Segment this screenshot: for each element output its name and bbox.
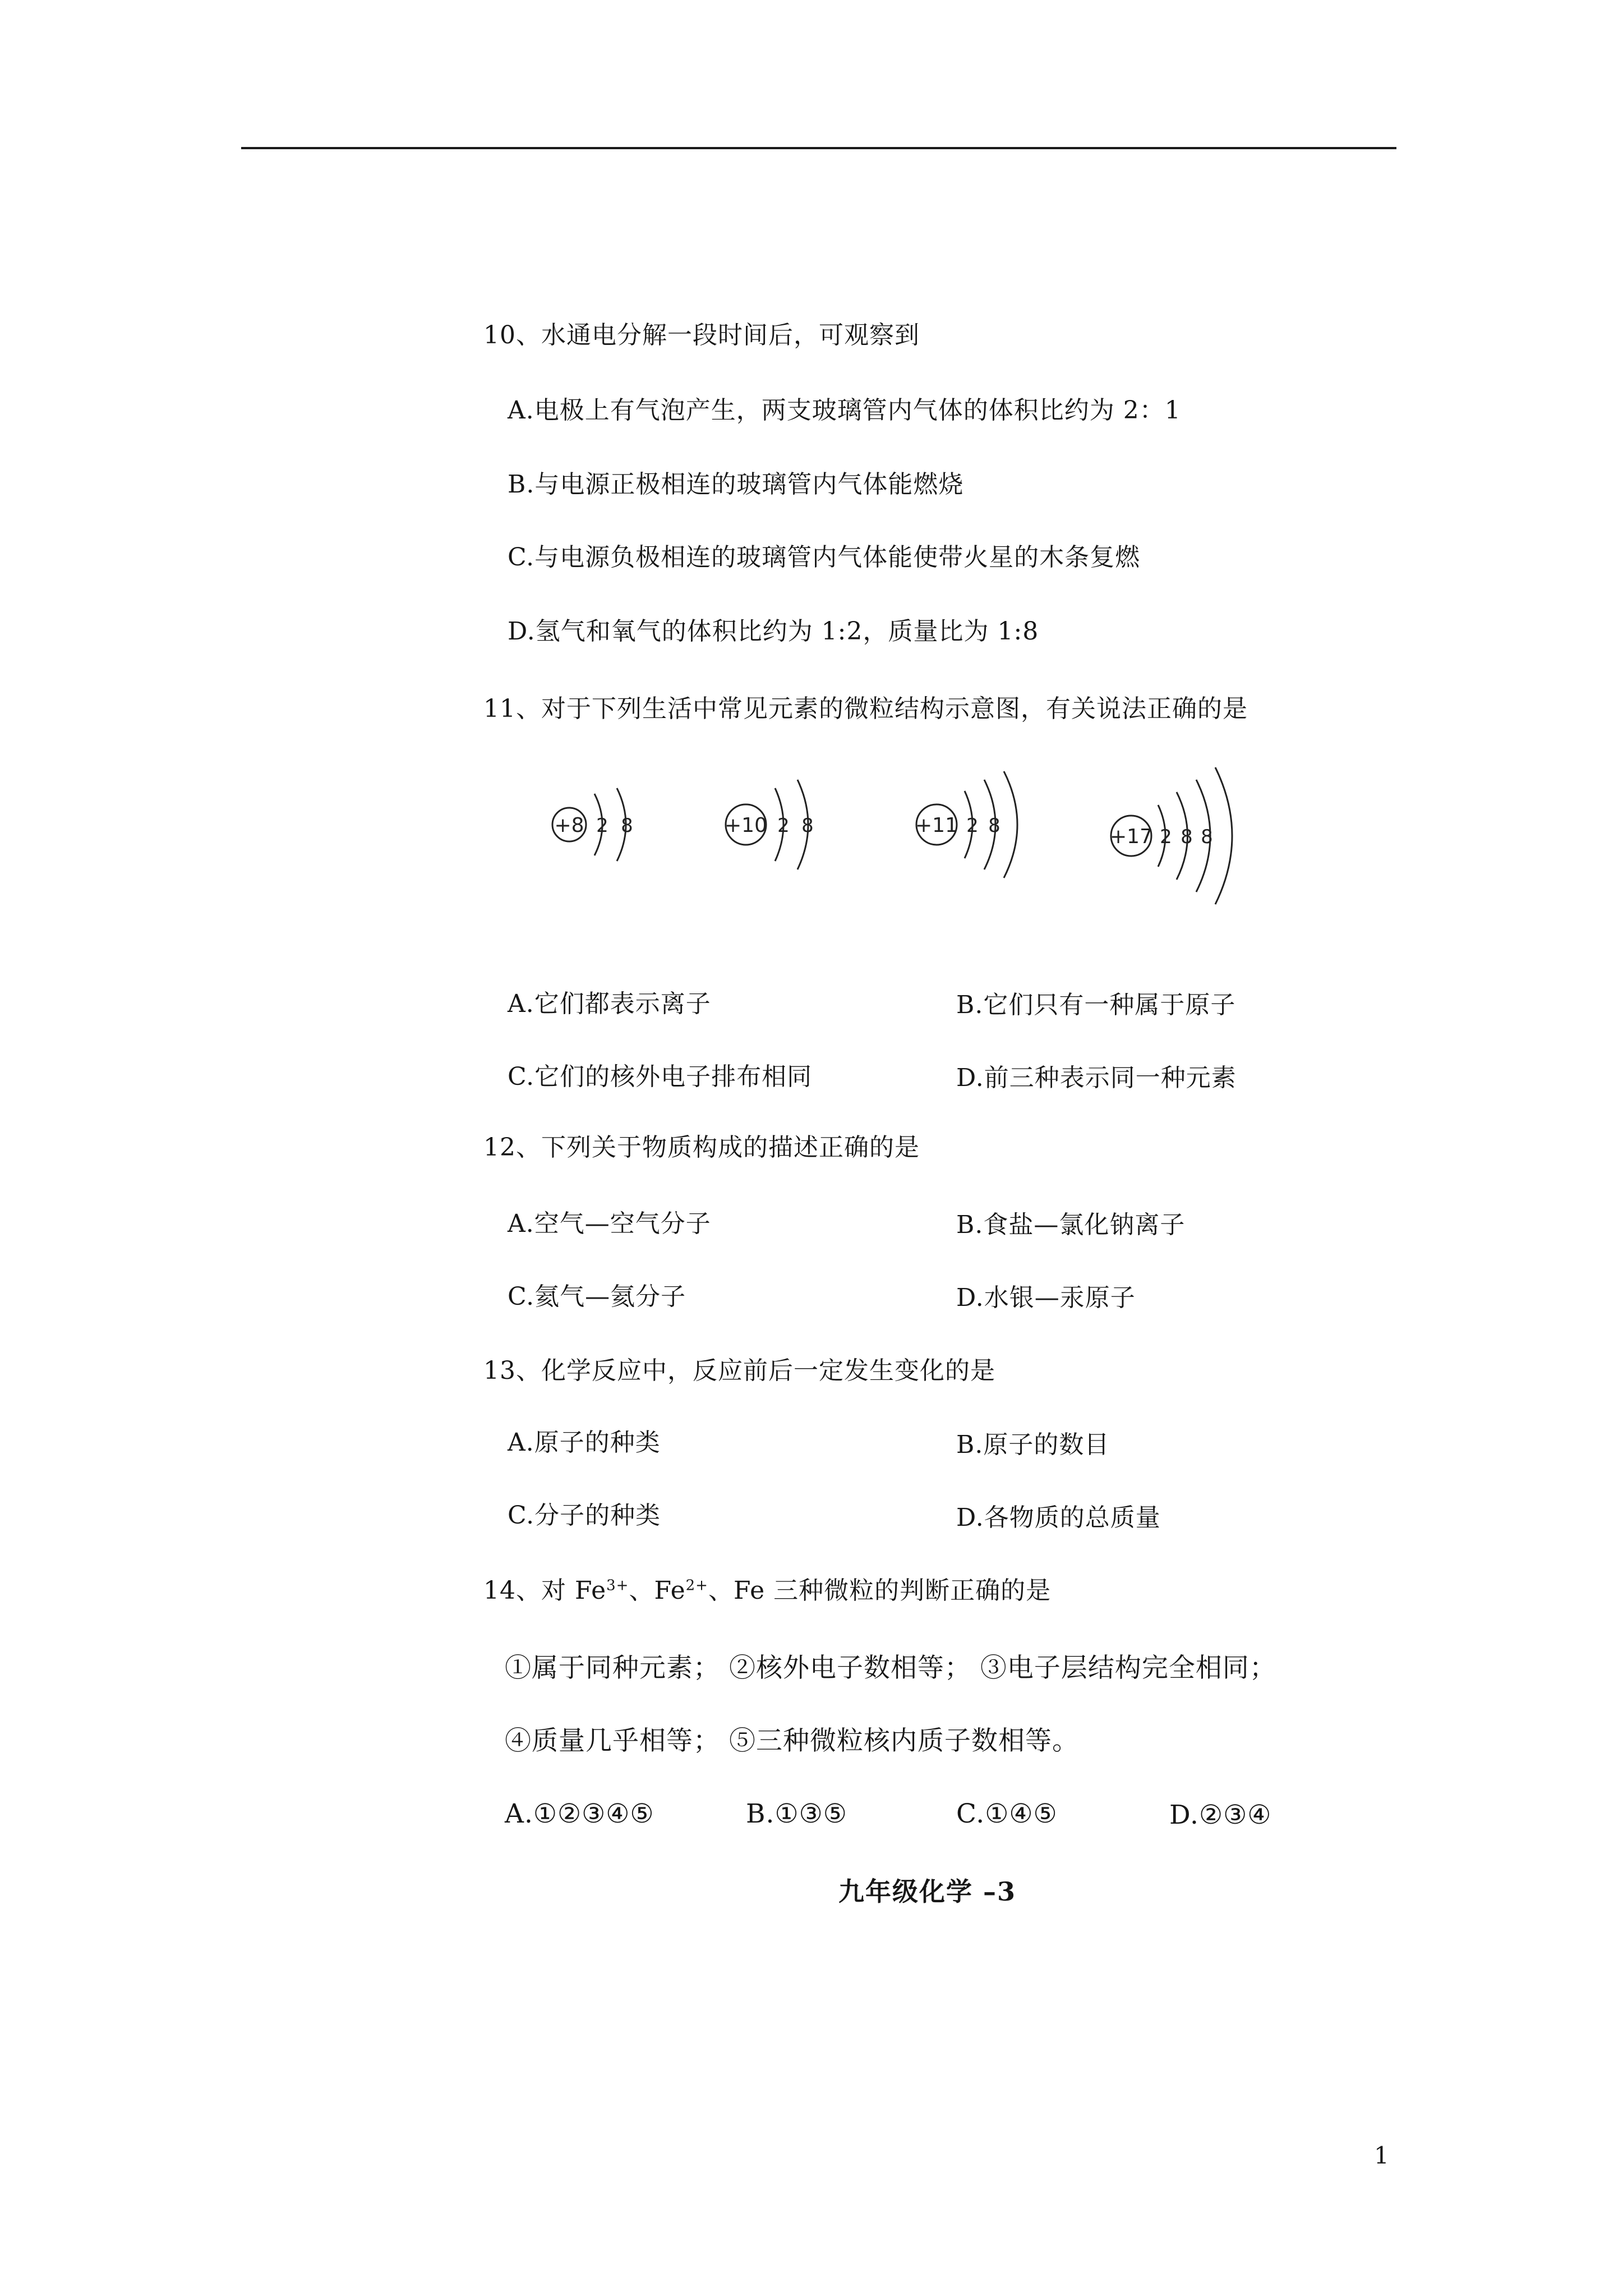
shell-electrons: 8 (621, 815, 633, 837)
q10-option-a: A.电极上有气泡产生，两支玻璃管内气体的体积比约为 2：1 (508, 396, 1181, 425)
particle-diagram-4 (1096, 752, 1253, 922)
shell-electrons: 2 (966, 815, 979, 837)
q13-option-c: C.分子的种类 (508, 1501, 661, 1530)
nucleus-label: +8 (554, 814, 584, 837)
q13-stem: 13、化学反应中，反应前后一定发生变化的是 (483, 1356, 995, 1385)
q11-option-b: B.它们只有一种属于原子 (956, 991, 1236, 1019)
q10-option-b: B.与电源正极相连的玻璃管内气体能燃烧 (508, 470, 964, 499)
q12-option-d: D.水银—汞原子 (956, 1283, 1136, 1312)
q13-option-a: A.原子的种类 (508, 1428, 661, 1457)
q13-option-d: D.各物质的总质量 (956, 1503, 1161, 1532)
shell-electrons: 2 (1160, 826, 1172, 848)
q10-stem: 10、水通电分解一段时间后，可观察到 (483, 321, 920, 349)
q11-stem: 11、对于下列生活中常见元素的微粒结构示意图，有关说法正确的是 (483, 694, 1248, 723)
q11-option-c: C.它们的核外电子排布相同 (508, 1062, 813, 1091)
q13-option-b: B.原子的数目 (956, 1430, 1110, 1459)
page-number: 1 (1374, 2142, 1389, 2169)
q10-option-c: C.与电源负极相连的玻璃管内气体能使带火星的木条复燃 (508, 543, 1141, 572)
nucleus-label: +10 (725, 814, 767, 837)
q14-statements-line-1: ①属于同种元素； ②核外电子数相等； ③电子层结构完全相同； (505, 1653, 1276, 1683)
q14-option-c: C.①④⑤ (956, 1798, 1058, 1829)
shell-electrons: 8 (988, 815, 1000, 837)
nucleus-label: +11 (915, 814, 958, 837)
particle-diagram-3 (903, 752, 1038, 900)
q14-option-b: B.①③⑤ (746, 1798, 847, 1829)
shell-electrons: 2 (777, 815, 790, 837)
particle-diagram-1 (538, 752, 662, 900)
q11-option-d: D.前三种表示同一种元素 (956, 1064, 1237, 1092)
q12-option-c: C.氦气—氦分子 (508, 1282, 686, 1311)
q14-stem: 14、对 $Fe^{3+}$、$Fe^{2+}$、Fe 三种微粒的判断正确的是 (483, 1576, 1052, 1605)
q14-option-d: D.②③④ (1169, 1800, 1272, 1830)
header-rule (241, 147, 1396, 149)
nucleus-label: +17 (1110, 825, 1152, 848)
q12-stem: 12、下列关于物质构成的描述正确的是 (483, 1133, 920, 1162)
particle-diagram-2 (712, 752, 847, 900)
shell-electrons: 8 (801, 815, 814, 837)
q10-option-d: D.氢气和氧气的体积比约为 1:2，质量比为 1:8 (508, 617, 1039, 646)
shell-electrons: 8 (1181, 826, 1193, 848)
q14-statements-line-2: ④质量几乎相等； ⑤三种微粒核内质子数相等。 (505, 1726, 1079, 1756)
q11-option-a: A.它们都表示离子 (508, 990, 711, 1018)
q14-option-a: A.①②③④⑤ (505, 1798, 654, 1829)
page-footer: 九年级化学 –3 (838, 1876, 1017, 1907)
shell-electrons: 8 (1201, 826, 1213, 848)
shell-electrons: 2 (596, 815, 608, 837)
q12-option-b: B.食盐—氯化钠离子 (956, 1211, 1186, 1239)
q12-option-a: A.空气—空气分子 (508, 1209, 711, 1238)
